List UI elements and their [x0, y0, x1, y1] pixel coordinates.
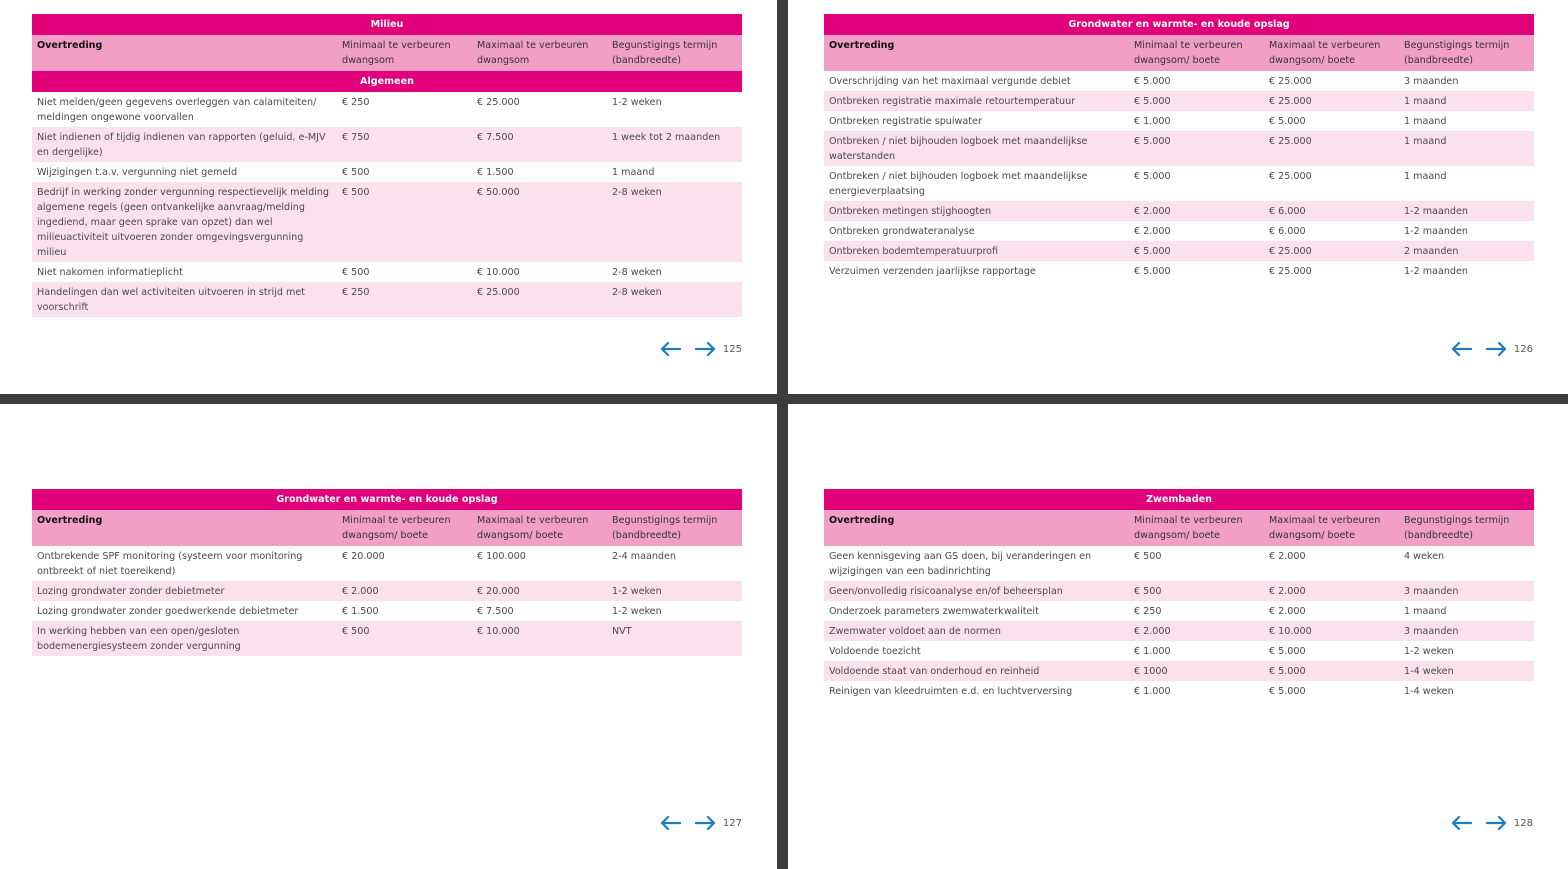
column-header: Maximaal te verbeuren dwangsom [472, 35, 607, 71]
table-row [824, 241, 1534, 261]
table-cell: 2-4 maanden [612, 551, 676, 562]
table-cell: 1-2 maanden [1404, 226, 1468, 237]
table-cell: € 25.000 [1269, 171, 1312, 182]
table-cell: Voldoende staat van onderhoud en reinheid [824, 661, 1129, 681]
table-cell: Ontbreken grondwateranalyse [829, 226, 975, 237]
column-header: Overtreding [824, 510, 1129, 546]
table-title: Grondwater en warmte- en koude opslag [32, 489, 742, 510]
table-cell: 1-2 weken [612, 97, 662, 108]
table-row [824, 661, 1534, 681]
table-cell: € 500 [337, 182, 472, 262]
table-cell: In werking hebben van een open/gesloten bodemenergiesysteem zonder vergunning [32, 621, 337, 656]
table-cell: NVT [607, 621, 742, 656]
table-cell: 1-2 weken [1404, 646, 1454, 657]
table-row [32, 262, 742, 282]
table-cell: 1-2 maanden [1399, 201, 1534, 221]
table-cell: € 1000 [1129, 661, 1264, 681]
table-cell: € 750 [337, 127, 472, 162]
table-cell: Lozing grondwater zonder goedwerkende debietmeter [37, 606, 299, 617]
table-row [824, 581, 1534, 601]
table-cell: Zwemwater voldoet aan de normen [824, 621, 1129, 641]
table-cell: € 7.500 [477, 606, 514, 617]
table-row [32, 162, 742, 182]
table-row [32, 546, 742, 581]
table-cell: Lozing grondwater zonder debietmeter [32, 581, 337, 601]
table-cell: € 25.000 [1269, 266, 1312, 277]
table-cell: € 6.000 [1264, 201, 1399, 221]
section-subheader: Algemeen [32, 71, 742, 92]
table-cell: € 500 [1129, 581, 1264, 601]
table-row [824, 221, 1534, 241]
table-cell: € 1.500 [477, 167, 514, 178]
arrow-left-icon[interactable] [659, 815, 681, 831]
table-cell: 1-2 weken [607, 581, 742, 601]
table-cell: € 5.000 [1129, 91, 1264, 111]
arrow-left-icon[interactable] [1450, 341, 1472, 357]
table-cell: Ontbreken / niet bijhouden logboek met maandelijkse energieverplaatsing [829, 171, 1088, 197]
table-title: Zwembaden [824, 489, 1534, 510]
table-cell: € 2.000 [1134, 226, 1171, 237]
table-cell: 1 week tot 2 maanden [607, 127, 742, 162]
table-cell: € 25.000 [1264, 241, 1399, 261]
table-cell: 1 maand [612, 167, 655, 178]
table-row [824, 166, 1534, 201]
table-cell: 1-4 weken [1404, 686, 1454, 697]
table-cell: € 250 [337, 282, 472, 317]
column-header: Overtreding [824, 35, 1129, 71]
column-header: Maximaal te verbeuren dwangsom/ boete [1264, 35, 1399, 71]
table-cell: Ontbreken / niet bijhouden logboek met maandelijkse waterstanden [824, 131, 1129, 166]
column-header: Minimaal te verbeuren dwangsom/ boete [1129, 35, 1264, 71]
table-row [32, 601, 742, 621]
table-row [824, 641, 1534, 661]
table-cell: € 6.000 [1269, 226, 1306, 237]
table-cell: € 25.000 [472, 282, 607, 317]
table-cell: € 250 [342, 97, 370, 108]
table-row [824, 71, 1534, 91]
table-cell: Ontbrekende SPF monitoring (systeem voor monitoring ontbreekt of niet toereikend) [37, 551, 303, 577]
table-title-row [32, 14, 742, 35]
table-header-row [32, 35, 742, 71]
table-cell: € 25.000 [1264, 91, 1399, 111]
column-header: Begunstigings termijn (bandbreedte) [1399, 510, 1534, 546]
page-navigation [659, 815, 742, 831]
table-cell: € 5.000 [1269, 116, 1306, 127]
table-header-row [32, 510, 742, 546]
table-cell: Niet nakomen informatieplicht [37, 267, 183, 278]
table-cell: Geen kennisgeving aan GS doen, bij veranderingen en wijzigingen van een badinrichting [829, 551, 1092, 577]
table-cell: Verzuimen verzenden jaarlijkse rapportage [829, 266, 1036, 277]
table-row [824, 111, 1534, 131]
column-header: Minimaal te verbeuren dwangsom/ boete [1129, 510, 1264, 546]
table-header-row [824, 510, 1534, 546]
column-header: Begunstigings termijn (bandbreedte) [607, 35, 742, 71]
table-cell: € 10.000 [472, 621, 607, 656]
page-navigation [1450, 815, 1533, 831]
table-cell: € 1.000 [1134, 116, 1171, 127]
table-cell: € 2.000 [1129, 201, 1264, 221]
table-cell: € 2.000 [1264, 581, 1399, 601]
table-cell: Ontbreken metingen stijghoogten [824, 201, 1129, 221]
table-cell: € 250 [1134, 606, 1162, 617]
table-cell: Niet indienen of tijdig indienen van rapporten (geluid, e-MJV en dergelijke) [32, 127, 337, 162]
document-page-127 [0, 404, 777, 869]
table-cell: € 500 [337, 621, 472, 656]
table-cell: 2-8 weken [607, 282, 742, 317]
page-number: 125 [722, 343, 742, 355]
table-row [824, 546, 1534, 581]
arrow-left-icon[interactable] [1450, 815, 1472, 831]
table-cell: Ontbreken registratie spuiwater [829, 116, 982, 127]
arrow-right-icon[interactable] [1486, 341, 1508, 357]
table-cell: € 5.000 [1129, 241, 1264, 261]
table-cell: € 50.000 [472, 182, 607, 262]
table-row [32, 621, 742, 656]
table-cell: Voldoende toezicht [829, 646, 921, 657]
arrow-right-icon[interactable] [695, 341, 717, 357]
table-row [32, 182, 742, 262]
table-row [824, 681, 1534, 701]
table-row [824, 201, 1534, 221]
table-cell: Wijzigingen t.a.v. vergunning niet gemeld [37, 167, 238, 178]
table-cell: € 100.000 [477, 551, 526, 562]
violations-table [32, 14, 742, 317]
table-cell: € 20.000 [342, 551, 385, 562]
table-cell: Bedrijf in werking zonder vergunning respectievelijk melding algemene regels (geen ontvankelijke aanvraag/melding ingediend, maar geen sprake van opzet) dan wel milieuactiviteit uitvoeren zonder omgevingsvergunning milieu [32, 182, 337, 262]
column-header: Maximaal te verbeuren dwangsom/ boete [1264, 510, 1399, 546]
arrow-right-icon[interactable] [1486, 815, 1508, 831]
table-row [32, 282, 742, 317]
column-header: Minimaal te verbeuren dwangsom/ boete [337, 510, 472, 546]
table-cell: 1 maand [1399, 91, 1534, 111]
table-cell: Handelingen dan wel activiteiten uitvoeren in strijd met voorschrift [32, 282, 337, 317]
table-cell: Onderzoek parameters zwemwaterkwaliteit [829, 606, 1039, 617]
table-row [824, 131, 1534, 166]
table-cell: Overschrijding van het maximaal vergunde debiet [829, 76, 1071, 87]
column-header: Begunstigings termijn (bandbreedte) [607, 510, 742, 546]
table-cell: € 10.000 [477, 267, 520, 278]
table-cell: 4 weken [1404, 551, 1445, 562]
column-header: Overtreding [32, 35, 337, 71]
table-cell: € 25.000 [1269, 76, 1312, 87]
table-cell: € 1.000 [1134, 686, 1171, 697]
violations-table [824, 489, 1534, 701]
page-navigation [659, 341, 742, 357]
table-cell: € 7.500 [472, 127, 607, 162]
table-cell: Niet melden/geen gegevens overleggen van calamiteiten/ meldingen ongewone voorvallen [37, 97, 317, 123]
table-row [32, 92, 742, 127]
table-cell: € 5.000 [1134, 171, 1171, 182]
table-cell: 2-8 weken [607, 182, 742, 262]
page-navigation [1450, 341, 1533, 357]
column-header: Maximaal te verbeuren dwangsom/ boete [472, 510, 607, 546]
page-number: 127 [722, 817, 742, 829]
table-cell: € 2.000 [1269, 551, 1306, 562]
table-row [32, 127, 742, 162]
table-title-row [824, 489, 1534, 510]
table-cell: € 5.000 [1264, 661, 1399, 681]
table-title-row [32, 489, 742, 510]
table-cell: 3 maanden [1404, 76, 1459, 87]
arrow-left-icon[interactable] [659, 341, 681, 357]
column-header: Minimaal te verbeuren dwangsom [337, 35, 472, 71]
table-row [824, 91, 1534, 111]
table-row [32, 581, 742, 601]
violations-table [824, 14, 1534, 281]
table-title: Grondwater en warmte- en koude opslag [824, 14, 1534, 35]
table-cell: Geen/onvolledig risicoanalyse en/of beheersplan [824, 581, 1129, 601]
table-cell: € 10.000 [1264, 621, 1399, 641]
table-cell: € 2.000 [337, 581, 472, 601]
table-cell: € 1.500 [342, 606, 379, 617]
section-subheader-row [32, 71, 742, 92]
table-cell: € 1.000 [1134, 646, 1171, 657]
table-cell: € 5.000 [1134, 266, 1171, 277]
page-number: 126 [1513, 343, 1533, 355]
table-cell: Ontbreken registratie maximale retourtemperatuur [824, 91, 1129, 111]
table-row [824, 621, 1534, 641]
page-number: 128 [1513, 817, 1533, 829]
table-cell: € 2.000 [1269, 606, 1306, 617]
document-page-126 [788, 0, 1568, 394]
table-cell: € 500 [1134, 551, 1162, 562]
violations-table [32, 489, 742, 656]
table-cell: 1 maand [1404, 116, 1447, 127]
table-cell: 3 maanden [1399, 581, 1534, 601]
table-cell: € 500 [342, 267, 370, 278]
table-header-row [824, 35, 1534, 71]
table-cell: € 5.000 [1269, 686, 1306, 697]
table-cell: € 5.000 [1129, 131, 1264, 166]
table-cell: € 2.000 [1129, 621, 1264, 641]
arrow-right-icon[interactable] [695, 815, 717, 831]
table-cell: 3 maanden [1399, 621, 1534, 641]
table-cell: 1-4 weken [1399, 661, 1534, 681]
table-cell: 1-2 maanden [1404, 266, 1468, 277]
table-cell: € 500 [342, 167, 370, 178]
table-cell: € 25.000 [477, 97, 520, 108]
table-title: Milieu [32, 14, 742, 35]
table-cell: € 20.000 [472, 581, 607, 601]
table-cell: € 5.000 [1269, 646, 1306, 657]
document-page-125 [0, 0, 777, 394]
table-cell: 1 maand [1404, 606, 1447, 617]
column-header: Begunstigings termijn (bandbreedte) [1399, 35, 1534, 71]
table-cell: 1 maand [1399, 131, 1534, 166]
table-cell: 2 maanden [1399, 241, 1534, 261]
table-row [824, 601, 1534, 621]
column-header: Overtreding [32, 510, 337, 546]
table-cell: 1 maand [1404, 171, 1447, 182]
table-title-row [824, 14, 1534, 35]
table-cell: Ontbreken bodemtemperatuurprofi [824, 241, 1129, 261]
table-cell: € 5.000 [1134, 76, 1171, 87]
table-cell: € 25.000 [1264, 131, 1399, 166]
table-cell: 2-8 weken [612, 267, 662, 278]
table-row [824, 261, 1534, 281]
table-cell: 1-2 weken [612, 606, 662, 617]
document-page-128 [788, 404, 1568, 869]
table-cell: Reinigen van kleedruimten e.d. en luchtverversing [829, 686, 1073, 697]
